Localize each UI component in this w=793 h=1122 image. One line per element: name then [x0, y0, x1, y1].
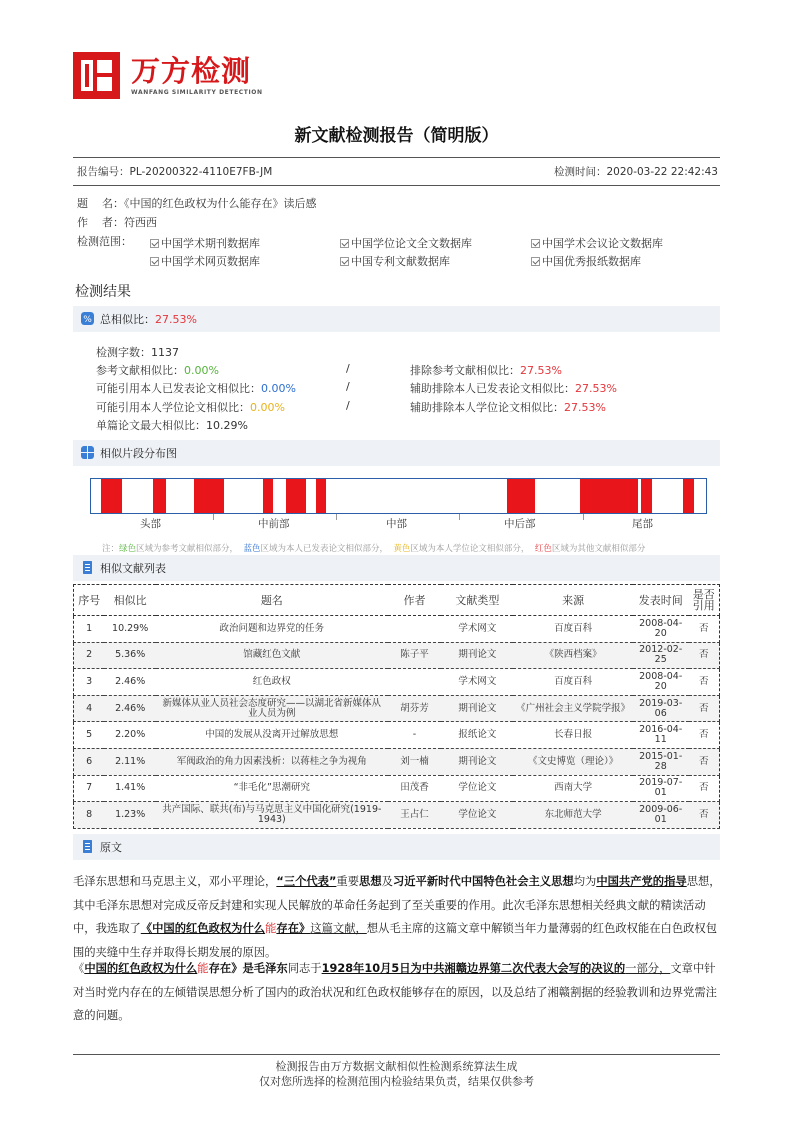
- database-item: 中国专利文献数据库: [340, 253, 450, 269]
- database-item: 中国优秀报纸数据库: [531, 253, 641, 269]
- table-cell: 王占仁: [388, 802, 442, 829]
- similar-segment: [194, 479, 224, 513]
- table-row: [74, 695, 720, 722]
- table-row: [74, 722, 720, 749]
- similar-segment: [683, 479, 694, 513]
- table-cell: 红色政权: [156, 669, 388, 696]
- excl-self-pub-similarity: 辅助排除本人已发表论文相似比：27.53%: [410, 382, 617, 395]
- similar-segment: [101, 479, 122, 513]
- table-cell: 否: [689, 775, 720, 802]
- table-cell: 1.41%: [104, 775, 156, 802]
- axis-tick: [459, 514, 460, 520]
- table-cell: 8: [74, 802, 105, 829]
- doc-title-row: [77, 195, 317, 211]
- table-cell: “非毛化”思潮研究: [156, 775, 388, 802]
- self-degree-similarity: 可能引用本人学位论文相似比：0.00%: [96, 401, 285, 414]
- ref-similarity: 参考文献相似比：0.00%: [96, 364, 219, 377]
- table-cell: 学位论文: [441, 802, 513, 829]
- axis-label-middle: 中部: [386, 518, 407, 530]
- table-row: [74, 616, 720, 643]
- database-item: 中国学术期刊数据库: [150, 235, 260, 251]
- table-cell: 百度百科: [513, 616, 633, 643]
- checkbox-checked-icon: [531, 239, 540, 248]
- distribution-legend-note: 注：绿色区域为参考文献相似部分， 蓝色区域为本人已发表论文相似部分， 黄色区域为本人学位论文相似部分， 红色区域为其他文献相似部分: [102, 544, 646, 554]
- table-cell: 2009-06-01: [633, 802, 689, 829]
- total-similarity-bar: [73, 306, 720, 332]
- axis-label-mid-back: 中后部: [504, 518, 536, 530]
- table-cell: 1: [74, 616, 105, 643]
- original-heading: 原文: [100, 841, 122, 854]
- table-cell: 4: [74, 695, 105, 722]
- axis-label-tail: 尾部: [632, 518, 653, 530]
- similar-segment: [153, 479, 166, 513]
- checkbox-checked-icon: [340, 257, 349, 266]
- table-cell: [388, 616, 442, 643]
- table-cell: 刘一楠: [388, 748, 442, 775]
- table-cell: 否: [689, 669, 720, 696]
- table-cell: 2019-07-01: [633, 775, 689, 802]
- percent-icon: [81, 312, 94, 325]
- table-cell: 军阀政治的角力因素浅析：以蒋桂之争为视角: [156, 748, 388, 775]
- table-cell: 新媒体从业人员社会态度研究——以湖北省新媒体从业人员为例: [156, 695, 388, 722]
- table-cell: 期刊论文: [441, 748, 513, 775]
- table-cell: 5: [74, 722, 105, 749]
- table-row: [74, 775, 720, 802]
- svg-text:%: %: [83, 315, 92, 325]
- table-cell: 10.29%: [104, 616, 156, 643]
- divider: [73, 185, 720, 186]
- footer-line-1: 检测报告由万方数据文献相似性检测系统算法生成: [275, 1060, 518, 1073]
- footer-line-2: 仅对您所选择的检测范围内检验结果负责，结果仅供参考: [259, 1075, 534, 1088]
- wanfang-logo-icon: [73, 52, 120, 99]
- table-cell: 《文史博览（理论）》: [513, 748, 633, 775]
- doc-author-label: 作 者：: [77, 216, 124, 229]
- original-paragraph-1: 毛泽东思想和马克思主义，邓小平理论，“三个代表”重要思想及习近平新时代中国特色社会主义思想均为中国共产党的指导思想，其中毛泽东思想对完成反帝反封建和实现人民解放的革命任务起到了至关重要的作用。此次毛泽东思想相关经典文献的精读活动中，我选取了《中国的红色政权为什么能存在》这篇文献，想从毛主席的这篇文章中解锁当年力量薄弱的红色政权能在白色政权包围的夹缝中生存并取得长期发展的原因。: [73, 875, 721, 959]
- table-cell: 报纸论文: [441, 722, 513, 749]
- max-single-similarity: 单篇论文最大相似比：10.29%: [96, 419, 248, 432]
- axis-tick: [336, 514, 337, 520]
- table-cell: -: [388, 722, 442, 749]
- table-cell: 5.36%: [104, 642, 156, 669]
- table-cell: 否: [689, 695, 720, 722]
- table-cell: 期刊论文: [441, 642, 513, 669]
- similar-segment: [507, 479, 535, 513]
- col-header: 作者: [388, 585, 442, 616]
- similar-docs-table: [73, 584, 720, 829]
- table-cell: 东北师范大学: [513, 802, 633, 829]
- document-icon: [81, 561, 94, 574]
- col-header: 文献类型: [441, 585, 513, 616]
- table-row: [74, 669, 720, 696]
- doc-author-row: [77, 214, 157, 230]
- col-header: 来源: [513, 585, 633, 616]
- similar-segment: [286, 479, 306, 513]
- axis-label-head: 头部: [140, 518, 161, 530]
- similar-segment: [580, 479, 638, 513]
- table-cell: 6: [74, 748, 105, 775]
- table-cell: 2: [74, 642, 105, 669]
- table-cell: 胡芬芳: [388, 695, 442, 722]
- table-cell: 2015-01-28: [633, 748, 689, 775]
- col-header: 相似比: [104, 585, 156, 616]
- table-cell: 否: [689, 748, 720, 775]
- detection-time: 检测时间：2020-03-22 22:42:43: [553, 166, 718, 178]
- original-text-bar: [73, 834, 720, 860]
- table-cell: 2012-02-25: [633, 642, 689, 669]
- col-header: 发表时间: [633, 585, 689, 616]
- excl-ref-similarity: 排除参考文献相似比：27.53%: [410, 364, 562, 377]
- distribution-heading: 相似片段分布图: [100, 447, 177, 460]
- logo-name: 万方检测: [131, 54, 252, 88]
- doc-title-label: 题 名：: [77, 197, 124, 210]
- table-cell: 中国的发展从没离开过解放思想: [156, 722, 388, 749]
- total-similarity: 总相似比：27.53%: [100, 313, 197, 326]
- distribution-bar: [73, 440, 720, 466]
- table-cell: 否: [689, 616, 720, 643]
- axis-tick: [583, 514, 584, 520]
- table-cell: 2.46%: [104, 695, 156, 722]
- scope-label: 检测范围：: [77, 235, 132, 248]
- footer-divider: [73, 1054, 720, 1055]
- col-header: 序号: [74, 585, 105, 616]
- table-cell: 学术网文: [441, 669, 513, 696]
- table-cell: 2.46%: [104, 669, 156, 696]
- axis-label-mid-front: 中前部: [258, 518, 290, 530]
- grid-icon: [81, 446, 94, 459]
- table-cell: 馆藏红色文献: [156, 642, 388, 669]
- similar-docs-bar: [73, 555, 720, 581]
- table-cell: 百度百科: [513, 669, 633, 696]
- excl-self-degree-similarity: 辅助排除本人学位论文相似比：27.53%: [410, 401, 606, 414]
- table-cell: [388, 669, 442, 696]
- checkbox-checked-icon: [340, 239, 349, 248]
- similar-segment: [263, 479, 273, 513]
- similar-docs-heading: 相似文献列表: [100, 562, 166, 575]
- axis-tick: [213, 514, 214, 520]
- col-header: 是否引用: [689, 585, 720, 616]
- table-cell: 《广州社会主义学院学报》: [513, 695, 633, 722]
- table-cell: 期刊论文: [441, 695, 513, 722]
- table-cell: 田茂香: [388, 775, 442, 802]
- similarity-distribution-chart: [90, 478, 707, 514]
- table-row: [74, 802, 720, 829]
- separator-slash: /: [346, 380, 350, 393]
- word-count: 检测字数：1137: [96, 346, 179, 359]
- results-heading: 检测结果: [75, 284, 131, 300]
- table-cell: 2.11%: [104, 748, 156, 775]
- doc-author-value: 符西西: [124, 216, 157, 229]
- original-paragraph-2: 《中国的红色政权为什么能存在》是毛泽东同志于1928年10月5日为中共湘赣边界第二次代表大会写的决议的一部分，文章中针对当时党内存在的左倾错误思想分析了国内的政治状况和红色政权能够存在的原因，以及总结了湘赣割据的经验教训和边界党需注意的问题。: [73, 962, 717, 1022]
- table-cell: 学术网文: [441, 616, 513, 643]
- table-cell: 否: [689, 642, 720, 669]
- table-cell: 2019-03-06: [633, 695, 689, 722]
- separator-slash: /: [346, 362, 350, 375]
- checkbox-checked-icon: [531, 257, 540, 266]
- table-cell: 陈子平: [388, 642, 442, 669]
- table-cell: 3: [74, 669, 105, 696]
- table-cell: 学位论文: [441, 775, 513, 802]
- table-cell: 否: [689, 722, 720, 749]
- document-icon: [81, 840, 94, 853]
- table-cell: 政治问题和边界党的任务: [156, 616, 388, 643]
- similar-segment: [316, 479, 326, 513]
- col-header: 题名: [156, 585, 388, 616]
- table-cell: 西南大学: [513, 775, 633, 802]
- table-cell: 共产国际、联共(布)与马克思主义中国化研究(1919-1943): [156, 802, 388, 829]
- database-item: 中国学位论文全文数据库: [340, 235, 472, 251]
- divider: [73, 157, 720, 158]
- checkbox-checked-icon: [150, 239, 159, 248]
- self-pub-similarity: 可能引用本人已发表论文相似比：0.00%: [96, 382, 296, 395]
- checkbox-checked-icon: [150, 257, 159, 266]
- database-item: 中国学术网页数据库: [150, 253, 260, 269]
- table-cell: 2008-04-20: [633, 616, 689, 643]
- table-cell: 《陕西档案》: [513, 642, 633, 669]
- database-item: 中国学术会议论文数据库: [531, 235, 663, 251]
- table-row: [74, 748, 720, 775]
- report-title: 新文献检测报告（简明版）: [294, 126, 499, 146]
- table-header-row: [74, 585, 720, 616]
- table-cell: 长春日报: [513, 722, 633, 749]
- wanfang-logo: [73, 52, 273, 102]
- total-similarity-value: 27.53%: [155, 313, 197, 326]
- table-cell: 2016-04-11: [633, 722, 689, 749]
- report-number: 报告编号：PL-20200322-4110E7FB-JM: [77, 166, 273, 178]
- doc-title-value: 《中国的红色政权为什么能存在》读后感: [124, 197, 317, 210]
- similar-segment: [641, 479, 652, 513]
- table-cell: 1.23%: [104, 802, 156, 829]
- table-row: [74, 642, 720, 669]
- logo-tagline: WANFANG SIMILARITY DETECTION: [131, 89, 263, 96]
- table-cell: 2008-04-20: [633, 669, 689, 696]
- report-meta: [73, 164, 720, 180]
- table-cell: 否: [689, 802, 720, 829]
- table-cell: 7: [74, 775, 105, 802]
- separator-slash: /: [346, 399, 350, 412]
- table-cell: 2.20%: [104, 722, 156, 749]
